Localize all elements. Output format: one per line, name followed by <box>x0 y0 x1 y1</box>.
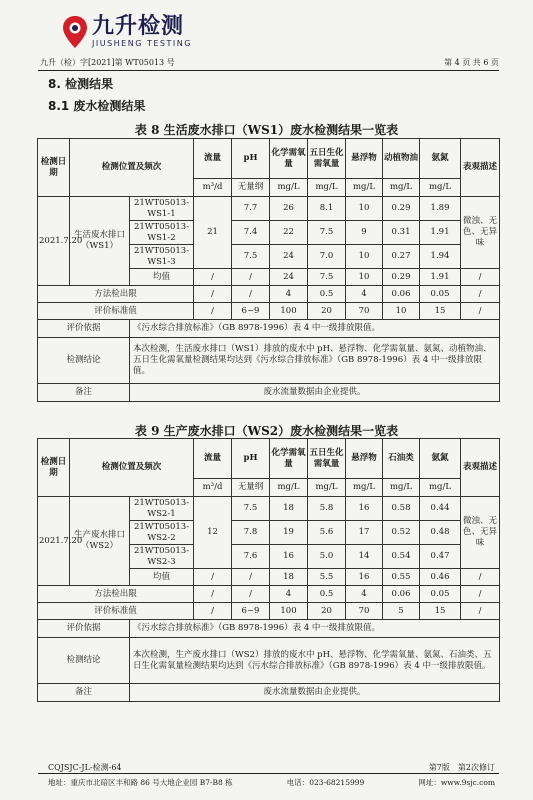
unit-cell: 无量纲 <box>232 479 270 497</box>
value-cell: 5.5 <box>308 569 346 586</box>
col-header-location: 检测位置及频次 <box>70 439 194 497</box>
value-cell: 4 <box>346 286 383 303</box>
table9-header-row <box>38 439 500 479</box>
value-cell: 0.31 <box>383 221 420 245</box>
basis-label: 评价依据 <box>38 620 130 638</box>
unit-cell: mg/L <box>270 179 308 197</box>
col-header-cod: 化学需氧量 <box>270 439 308 479</box>
value-cell: 0.5 <box>308 286 346 303</box>
value-cell: / <box>194 603 232 620</box>
sample-date: 2021.7.20 <box>38 197 70 286</box>
sample-id: 21WT05013-WS1-1 <box>130 197 194 221</box>
value-cell: / <box>461 569 500 586</box>
value-cell: 0.05 <box>420 586 461 603</box>
value-cell: 1.89 <box>420 197 461 221</box>
unit-cell: mg/L <box>308 179 346 197</box>
value-cell: 0.06 <box>383 586 420 603</box>
location-pin-logo-icon <box>62 15 88 49</box>
report-number: 九升（检）字[2021]第 WT05013 号 <box>40 58 175 67</box>
header-divider <box>38 70 499 71</box>
value-cell: 7.5 <box>232 245 270 269</box>
basis-text: 《污水综合排放标准》（GB 8978-1996）表 4 中一级排放限值。 <box>130 320 500 338</box>
value-cell: 16 <box>270 545 308 569</box>
value-cell: 6~9 <box>232 303 270 320</box>
value-cell: 0.5 <box>308 586 346 603</box>
flow-value: 12 <box>194 497 232 569</box>
basis-label: 评价依据 <box>38 320 130 338</box>
value-cell: 5.0 <box>308 545 346 569</box>
value-cell: 4 <box>270 286 308 303</box>
standard-label: 评价标准值 <box>38 603 194 620</box>
edition-info: 第7版 第2次修订 <box>428 763 495 772</box>
standard-row <box>38 603 500 620</box>
flow-value: 21 <box>194 197 232 269</box>
value-cell: 5.8 <box>308 497 346 521</box>
remark-text: 废水流量数据由企业提供。 <box>130 384 500 402</box>
value-cell: 20 <box>308 303 346 320</box>
col-header-date: 检测日期 <box>38 439 70 497</box>
value-cell: / <box>194 569 232 586</box>
conclusion-label: 检测结论 <box>38 338 130 384</box>
table9 <box>37 438 500 702</box>
detection-limit-label: 方法检出限 <box>38 586 194 603</box>
value-cell: 0.27 <box>383 245 420 269</box>
unit-cell: m³/d <box>194 479 232 497</box>
table8-caption: 表 8 生活废水排口（WS1）废水检测结果一览表 <box>134 123 399 137</box>
sample-id: 21WT05013-WS2-1 <box>130 497 194 521</box>
col-header-nh3n: 氨氮 <box>420 139 461 179</box>
appearance-description: 微浊、无色、无异味 <box>461 497 500 569</box>
value-cell: 10 <box>346 245 383 269</box>
value-cell: 100 <box>270 303 308 320</box>
col-header-bod5: 五日生化需氧量 <box>308 439 346 479</box>
col-header-ph: pH <box>232 439 270 479</box>
value-cell: 5.6 <box>308 521 346 545</box>
mean-label: 均值 <box>130 269 194 286</box>
value-cell: 0.05 <box>420 286 461 303</box>
value-cell: 7.5 <box>308 221 346 245</box>
value-cell: 0.48 <box>420 521 461 545</box>
page-header <box>40 56 499 68</box>
value-cell: 7.0 <box>308 245 346 269</box>
unit-cell: mg/L <box>308 479 346 497</box>
unit-cell: mg/L <box>383 179 420 197</box>
value-cell: 0.58 <box>383 497 420 521</box>
company-address: 地址：重庆市北碚区丰和路 86 号大地企业园 B7-B8 栋 <box>48 778 233 787</box>
value-cell: 0.06 <box>383 286 420 303</box>
value-cell: / <box>194 303 232 320</box>
sample-location: 生产废水排口（WS2） <box>70 497 130 586</box>
company-website: 网址：www.9sjc.com <box>418 778 495 787</box>
conclusion-row <box>38 338 500 384</box>
unit-cell: mg/L <box>383 479 420 497</box>
value-cell: 24 <box>270 269 308 286</box>
value-cell: 7.4 <box>232 221 270 245</box>
value-cell: / <box>232 269 270 286</box>
col-header-bod5: 五日生化需氧量 <box>308 139 346 179</box>
unit-cell: mg/L <box>346 179 383 197</box>
value-cell: 7.6 <box>232 545 270 569</box>
value-cell: 5 <box>383 603 420 620</box>
sample-id: 21WT05013-WS2-2 <box>130 521 194 545</box>
standard-label: 评价标准值 <box>38 303 194 320</box>
value-cell: / <box>461 286 500 303</box>
value-cell: / <box>232 569 270 586</box>
value-cell: 15 <box>420 603 461 620</box>
conclusion-row <box>38 638 500 684</box>
value-cell: 1.91 <box>420 269 461 286</box>
value-cell: 0.29 <box>383 197 420 221</box>
conclusion-label: 检测结论 <box>38 638 130 684</box>
col-header-ss: 悬浮物 <box>346 439 383 479</box>
section-heading-8-1: 8.1 废水检测结果 <box>48 99 146 113</box>
value-cell: 0.52 <box>383 521 420 545</box>
value-cell: 0.44 <box>420 497 461 521</box>
form-number: CQJSJC-JL-检测-64 <box>48 763 122 772</box>
value-cell: / <box>461 303 500 320</box>
value-cell: 16 <box>346 497 383 521</box>
sample-date: 2021.7.20 <box>38 497 70 586</box>
logo-name-cn: 九升检测 <box>92 14 185 39</box>
unit-cell: 无量纲 <box>232 179 270 197</box>
page-number: 第 4 页 共 6 页 <box>444 58 499 67</box>
sample-location: 生活废水排口（WS1） <box>70 197 130 286</box>
value-cell: 0.55 <box>383 569 420 586</box>
remark-label: 备注 <box>38 684 130 702</box>
value-cell: 0.47 <box>420 545 461 569</box>
col-header-nh3n: 氨氮 <box>420 439 461 479</box>
col-header-appearance: 表观描述 <box>461 439 500 497</box>
value-cell: 7.7 <box>232 197 270 221</box>
conclusion-text: 本次检测，生活废水排口（WS1）排放的废水中 pH、悬浮物、化学需氧量、氨氮、动植物油、五日生化需氧量检测结果均达到《污水综合排放标准》（GB 8978-1996）表 4 中一级排放限值。 <box>130 338 500 384</box>
remark-label: 备注 <box>38 384 130 402</box>
remark-row <box>38 684 500 702</box>
value-cell: 100 <box>270 603 308 620</box>
footer-form-line <box>48 762 495 772</box>
value-cell: 19 <box>270 521 308 545</box>
value-cell: 7.5 <box>308 269 346 286</box>
value-cell: / <box>461 603 500 620</box>
value-cell: 4 <box>270 586 308 603</box>
basis-row <box>38 620 500 638</box>
value-cell: 18 <box>270 497 308 521</box>
value-cell: 15 <box>420 303 461 320</box>
footer-contact <box>48 777 495 787</box>
unit-cell: m³/d <box>194 179 232 197</box>
remark-text: 废水流量数据由企业提供。 <box>130 684 500 702</box>
value-cell: 70 <box>346 303 383 320</box>
value-cell: 4 <box>346 586 383 603</box>
col-header-petroleum: 石油类 <box>383 439 420 479</box>
table8-header-row <box>38 139 500 179</box>
value-cell: 0.54 <box>383 545 420 569</box>
value-cell: 0.29 <box>383 269 420 286</box>
value-cell: 8.1 <box>308 197 346 221</box>
table-row <box>38 497 500 521</box>
table9-caption: 表 9 生产废水排口（WS2）废水检测结果一览表 <box>134 424 399 438</box>
unit-cell: mg/L <box>346 479 383 497</box>
logo-name-en: JIUSHENG TESTING <box>92 39 192 48</box>
value-cell: 26 <box>270 197 308 221</box>
col-header-appearance: 表观描述 <box>461 139 500 197</box>
value-cell: / <box>232 286 270 303</box>
value-cell: 10 <box>346 269 383 286</box>
value-cell: 1.94 <box>420 245 461 269</box>
value-cell: 20 <box>308 603 346 620</box>
col-header-ss: 悬浮物 <box>346 139 383 179</box>
col-header-flow: 流量 <box>194 139 232 179</box>
basis-text: 《污水综合排放标准》（GB 8978-1996）表 4 中一级排放限值。 <box>130 620 500 638</box>
remark-row <box>38 384 500 402</box>
value-cell: / <box>194 286 232 303</box>
value-cell: 1.91 <box>420 221 461 245</box>
unit-cell: mg/L <box>420 479 461 497</box>
company-phone: 电话：023-68215999 <box>286 778 365 787</box>
sample-id: 21WT05013-WS1-2 <box>130 221 194 245</box>
appearance-description: 微浊、无色、无异味 <box>461 197 500 269</box>
value-cell: 14 <box>346 545 383 569</box>
value-cell: 24 <box>270 245 308 269</box>
col-header-location: 检测位置及频次 <box>70 139 194 197</box>
standard-row <box>38 303 500 320</box>
value-cell: / <box>461 586 500 603</box>
value-cell: 22 <box>270 221 308 245</box>
table8 <box>37 138 500 402</box>
sample-id: 21WT05013-WS2-3 <box>130 545 194 569</box>
value-cell: 6~9 <box>232 603 270 620</box>
value-cell: 70 <box>346 603 383 620</box>
mean-label: 均值 <box>130 569 194 586</box>
footer-divider <box>38 773 499 774</box>
basis-row <box>38 320 500 338</box>
table-row <box>38 197 500 221</box>
value-cell: 7.5 <box>232 497 270 521</box>
value-cell: 18 <box>270 569 308 586</box>
unit-cell: mg/L <box>270 479 308 497</box>
value-cell: 16 <box>346 569 383 586</box>
value-cell: 7.8 <box>232 521 270 545</box>
value-cell: 10 <box>346 197 383 221</box>
detection-limit-row <box>38 286 500 303</box>
company-logo <box>62 12 192 52</box>
detection-limit-label: 方法检出限 <box>38 286 194 303</box>
value-cell: / <box>194 269 232 286</box>
value-cell: 10 <box>383 303 420 320</box>
col-header-flow: 流量 <box>194 439 232 479</box>
value-cell: 0.46 <box>420 569 461 586</box>
sample-id: 21WT05013-WS1-3 <box>130 245 194 269</box>
value-cell: / <box>232 586 270 603</box>
value-cell: / <box>461 269 500 286</box>
col-header-date: 检测日期 <box>38 139 70 197</box>
section-heading-8: 8. 检测结果 <box>48 77 114 91</box>
unit-cell: mg/L <box>420 179 461 197</box>
value-cell: 17 <box>346 521 383 545</box>
value-cell: / <box>194 586 232 603</box>
col-header-oil: 动植物油 <box>383 139 420 179</box>
conclusion-text: 本次检测，生产废水排口（WS2）排放的废水中 pH、悬浮物、化学需氧量、氨氮、石油类、五日生化需氧量检测结果均达到《污水综合排放标准》（GB 8978-1996）表 4 中一级排放限值。 <box>130 638 500 684</box>
col-header-cod: 化学需氧量 <box>270 139 308 179</box>
col-header-ph: pH <box>232 139 270 179</box>
value-cell: 9 <box>346 221 383 245</box>
detection-limit-row <box>38 586 500 603</box>
